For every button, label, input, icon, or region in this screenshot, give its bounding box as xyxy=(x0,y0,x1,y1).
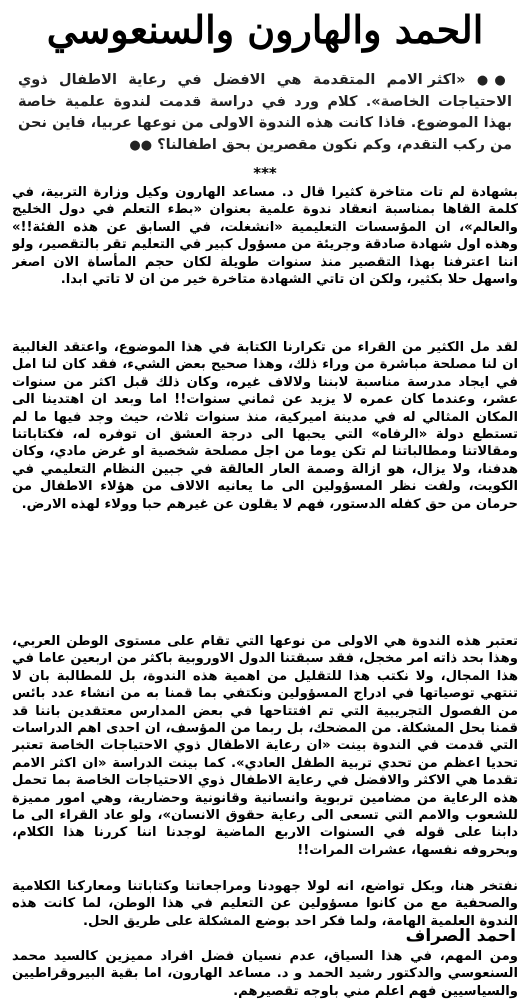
body-paragraph: نفتخر هنا، وبكل تواضع، انه لولا جهودنا ومراجعاتنا وكتاباتنا ومعاركنا الكلامية والصحفية مع من كانوا مسؤولين عن التعليم في هذا الوطن، لما كانت هذه الندوة العلمية الهامة، ولما فكر احد بوضع المشكلة على طريق الحل. xyxy=(12,879,518,929)
body-paragraph: تعتبر هذه الندوة هي الاولى من نوعها التي تقام على مستوى الوطن العربي، وهذا بحد ذاته امر مخجل، فقد سبقتنا الدول الاوروبية باكثر من اربعين عاما في هذا المجال، ولا نكتب هذا للتقليل من اهمية هذه الندوة، بل للمطالبة بان لا تنتهي توصياتها في ادراج المسؤولين ونكتفي بما قمنا به من انشاء عدد بائس من الفصول التجريبية التي تم افتتاحها في بعض المدارس معتقدين باننا قد قمنا بحل المشكلة. من المضحك، بل ربما من المؤسف، ان احدى اهم الدراسات التي قدمت في الندوة بينت «ان رعاية الاطفال ذوي الاحتياجات الخاصة تعتبر تحديا اعظم من تحدي تربية الطفل العادي». كما بينت الدراسة «ان اكثر الامم تقدما هي الاكثر والافضل في رعاية الاطفال ذوي الاحتياجات الخاصة بما تحمل هذه الرعاية من مضامين تربوية وانسانية وقانونية وحضارية، وهي امور مميزة للشعوب والامم التي تسعى الى رعاية حقوق الانسان»، ولو عاد القراء الى ما دابنا على قوله في السنوات الاربع الماضية لوجدنا اننا كررنا هذا الكلام، وبحروفه نفسها، عشرات المرات!! xyxy=(12,634,518,858)
headline: الحمد والهارون والسنعوسي xyxy=(46,7,484,52)
bullet-dots-close: ●● xyxy=(129,137,153,153)
author-signature: احمد الصراف xyxy=(405,926,516,946)
article-body xyxy=(12,184,518,1001)
lead-paragraph xyxy=(18,70,512,158)
body-paragraph: بشهادة لم تات متاخرة كثيرا قال د. مساعد الهارون وكيل وزارة التربية، في كلمة القاها بمناسبة انعقاد ندوة علمية بعنوان «بطء التعلم في دول الخليج والعالم»، ان المؤسسات التعليمية «انشغلت، في السابق عن هذه الفئة!!» وهذه اول شهادة صادقة وجريئة من مسؤول كبير في التعليم تقر بالتقصير، ولو اننا اعترفنا بهذا التقصير منذ سنوات طويلة لكان حجم المأساة الان اصغر واسهل حلا بكثير، ولكن ان تاتي الشهادة متاخرة خير من ان لا تاتي ابدا. xyxy=(12,185,518,288)
body-paragraph: ومن المهم، في هذا السياق، عدم نسيان فضل افراد مميزين كالسيد محمد السنعوسي والدكتور رشيد الحمد و د. مساعد الهارون، اما بقية البيروقراطيين والسياسيين فهم اعلم مني باوجه تقصيرهم. xyxy=(12,949,518,999)
body-paragraph: لقد مل الكثير من القراء من تكرارنا الكتابة في هذا الموضوع، واعتقد الغالبية ان لنا مصلحة مباشرة من وراء ذلك، وهذا صحيح بعض الشيء، فقد كان لنا امل في ايجاد مدرسة مناسبة لابننا ولالاف غيره، وكان ذلك قبل اكثر من سنوات عشر، وعندما كان عمره لا يزيد عن ثماني سنوات!! اما وبعد ان اهتدينا الى المكان المثالي له في مدينة اميركية، منذ سنوات ثلاث، حيث وجد فيها ما لم تستطع دولة «الرفاه» التي يحبها الى درجة العشق ان توفره له، فكتاباتنا ومقالاتنا ومطالباتنا لم تكن يوما من اجل مصلحة شخصية او غرض مادي، وكان هدفنا، ولا يزال، هو ازالة وصمة العار العالقة في جبين النظام التعليمي في الكويت، ولفت نظر المسؤولين الى ما يعانيه الالاف من هؤلاء الاطفال من حرمان من حق كفله الدستور، فهم لا يقلون عن غيرهم حبا وولاء لهذه الارض. xyxy=(12,340,518,512)
section-separator: *** xyxy=(253,164,277,182)
lead-text: «اكثر الامم المتقدمة هي الافضل في رعاية الاطفال ذوي الاحتياجات الخاصة». كلام ورد في دراسة قدمت لندوة علمية خاصة بهذا الموضوع. فاذا كانت هذه الندوة الاولى من نوعها عربيا، فاين نحن من ركب التقدم، وكم نكون مقصرين بحق اطفالنا؟ xyxy=(18,72,512,153)
bullet-dots-open: ●● xyxy=(476,73,512,88)
